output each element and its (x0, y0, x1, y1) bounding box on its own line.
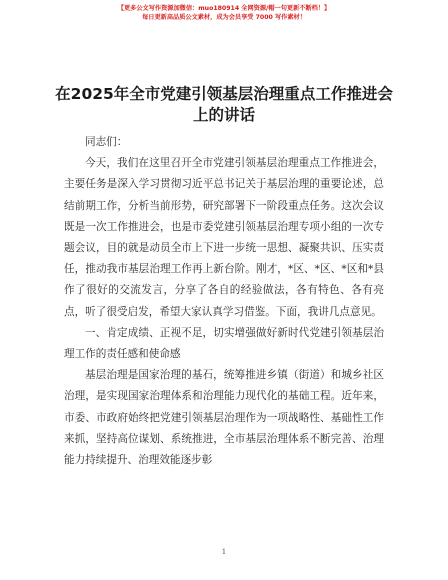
paragraph-section-1: 基层治理是国家治理的基石，统筹推进乡镇（街道）和城乡社区治理，是实现国家治理体系和治理能力现代化的基础工程。近年来，市委、市政府始终把党建引领基层治理作为一项战略性、基础性工作来抓，坚持高位谋划、系统推进，全市基层治理体系不断完善、治理能力持续提升、治理效能逐步彰 (64, 369, 384, 467)
section-heading-1: 一、肯定成绩、正视不足，切实增强做好新时代党建引领基层治理工作的责任感和使命感 (64, 326, 384, 361)
page-number: 1 (221, 548, 227, 556)
promo-banner-line-1: 【更多公文写作资源加微信：muo180914 全网资源/帽一句更新不断档！】 (117, 5, 331, 12)
paragraph-intro: 今天，我们在这里召开全市党建引领基层治理重点工作推进会，主要任务是深入学习贯彻习近平总书记关于基层治理的重要论述，总结前期工作，分析当前形势，研究部署下一阶段重点任务。这次会议既是一次工作推进会，也是市委党建引领基层治理专项小组的一次专题会议，目的就是动员全市上下进一步统一思想、凝聚共识、压实责任，推动我市基层治理工作再上新台阶。刚才，*区、*区、*区和*县作了很好的交流发言，分享了各自的经验做法，各有特色、各有亮点，听了很受启发，希望大家认真学习借鉴。下面，我讲几点意见。 (64, 157, 384, 318)
promo-banner-line-2: 每日更新高品质公文素材，成为会员享受 7000 写作素材！ (142, 14, 306, 21)
document-body (64, 132, 384, 471)
greeting: 同志们： (85, 136, 128, 148)
document-title: 在2025年全市党建引领基层治理重点工作推进会上的讲话 (55, 85, 393, 124)
promo-banner (60, 4, 388, 22)
